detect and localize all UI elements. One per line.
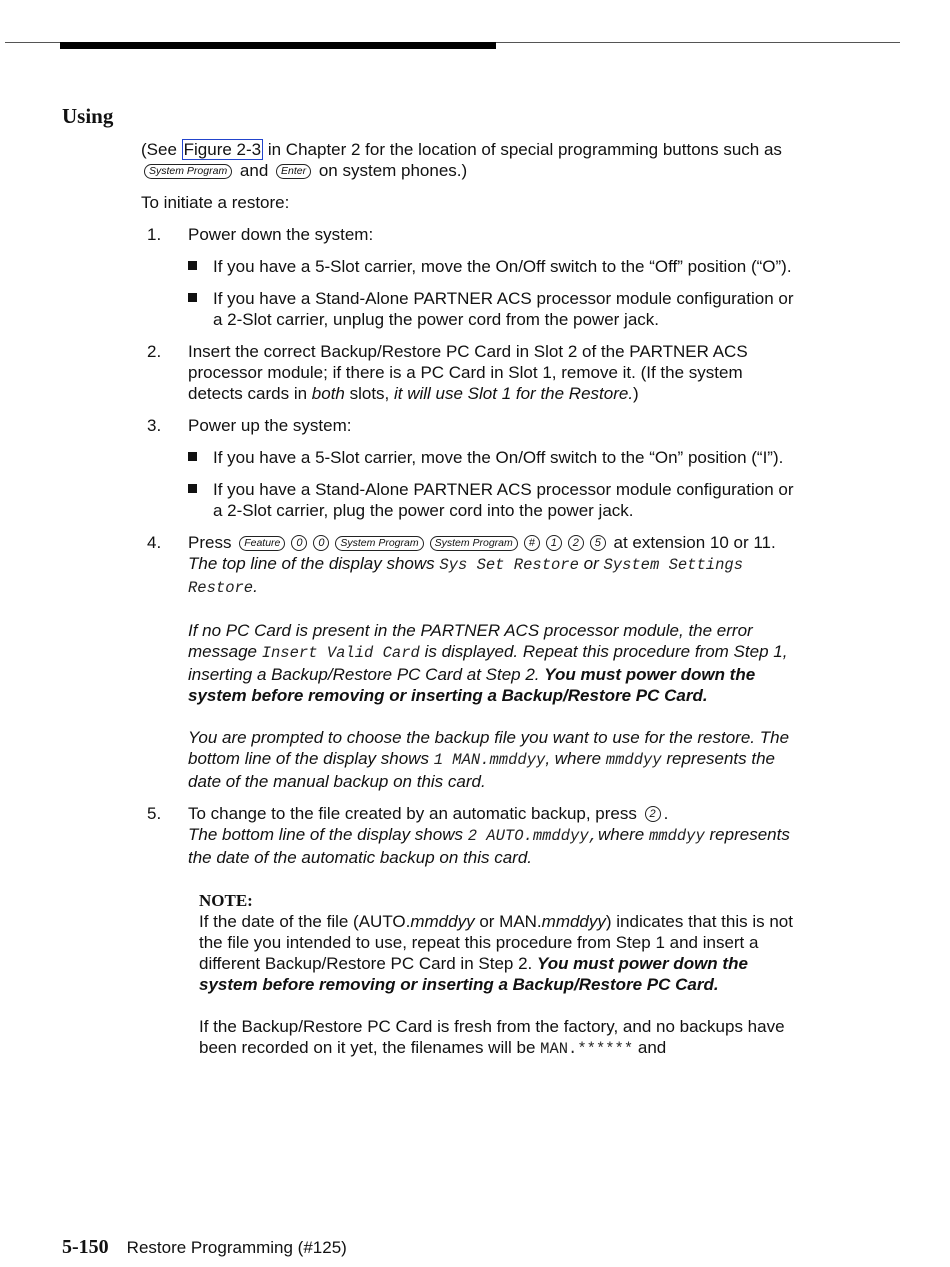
step-number: 2. xyxy=(147,342,162,361)
bullet-square-icon xyxy=(188,452,197,461)
figure-link[interactable]: Figure 2-3 xyxy=(183,140,262,159)
bullet-square-icon xyxy=(188,293,197,302)
step-number: 1. xyxy=(147,225,162,244)
bullet-item: If you have a Stand-Alone PARTNER ACS processor module configuration or a 2-Slot carrier, plug the power cord into the power jack. xyxy=(188,479,801,521)
step-3: 3. Power up the system: If you have a 5-Slot carrier, move the On/Off switch to the “On” position (“I”). If you have a Stand-Alone PARTNER ACS processor module configuration or a 2-Slot carrier, plug the power cord into the power jack. xyxy=(141,415,801,521)
note-heading: NOTE: xyxy=(199,891,253,910)
two-key: 2 xyxy=(568,535,584,551)
system-program-key: System Program xyxy=(430,536,518,551)
step-2: 2. Insert the correct Backup/Restore PC Card in Slot 2 of the PARTNER ACS processor module; if there is a PC Card in Slot 1, remove it. (If the system detects cards in both slots, it will use Slot 1 for the Restore.) xyxy=(147,342,748,403)
section-title: Using xyxy=(62,104,114,128)
step-number: 5. xyxy=(147,804,162,823)
bullet-item: If you have a Stand-Alone PARTNER ACS processor module configuration or a 2-Slot carrier, unplug the power cord from the power jack. xyxy=(188,288,801,330)
lead-text: To initiate a restore: xyxy=(141,193,290,212)
note-block: NOTE: If the date of the file (AUTO.mmddyy or MAN.mmddyy) indicates that this is not the file you intended to use, repeat this procedure from Step 1 and insert a different Backup/Restore PC Card in Step 2. You must power down the system before removing or inserting a Backup/Restore PC Card. If the Backup/Restore PC Card is fresh from the factory, and no backups have been recorded on it yet, the filenames will be MAN.****** and xyxy=(199,890,801,1060)
two-key: 2 xyxy=(645,806,661,822)
system-program-key: System Program xyxy=(335,536,423,551)
bullet-square-icon xyxy=(188,484,197,493)
hash-key: # xyxy=(524,535,540,551)
header-bar xyxy=(60,42,496,49)
feature-key: Feature xyxy=(239,536,285,551)
page-content xyxy=(141,139,801,1060)
step-5: 5. To change to the file created by an automatic backup, press 2 . The bottom line of the display shows 2 AUTO.mmddyy,where mmddyy represents the date of the automatic backup on this card. xyxy=(147,804,790,867)
page-footer xyxy=(62,1236,347,1259)
bullet-square-icon xyxy=(188,261,197,270)
zero-key: 0 xyxy=(313,535,329,551)
step-number: 3. xyxy=(147,416,162,435)
system-program-key: System Program xyxy=(144,164,232,179)
bullet-item: If you have a 5-Slot carrier, move the On/Off switch to the “Off” position (“O”). xyxy=(188,256,801,277)
step-1: 1. Power down the system: If you have a 5-Slot carrier, move the On/Off switch to the “Off” position (“O”). If you have a Stand-Alone PARTNER ACS processor module configuration or a 2-Slot carrier, unplug the power cord from the power jack. xyxy=(141,224,801,330)
step-number: 4. xyxy=(147,533,162,552)
page-number: 5-150 xyxy=(62,1236,109,1258)
intro-paragraph: (See Figure 2-3 in Chapter 2 for the location of special programming buttons such as System Program and Enter on system phones.) xyxy=(141,140,782,180)
one-key: 1 xyxy=(546,535,562,551)
footer-title: Restore Programming (#125) xyxy=(126,1238,347,1257)
five-key: 5 xyxy=(590,535,606,551)
zero-key: 0 xyxy=(291,535,307,551)
step-4: 4. Press Feature 0 0 System Program System Program # 1 2 5 at extension 10 or 11. The top line of the display shows Sys Set Restore or System Settings Restore. If no PC Card is present in the PARTNER ACS processor module, the error message Insert Valid Card is displayed. Repeat this procedure from Step 1, inserting a Backup/Restore PC Card at Step 2. You must power down the system before removing or inserting a Backup/Restore PC Card. You are prompted to choose the backup file you want to use for the restore. The bottom line of the display shows 1 MAN.mmddyy, where mmddyy represents the date of the manual backup on this card. xyxy=(147,533,790,791)
bullet-item: If you have a 5-Slot carrier, move the On/Off switch to the “On” position (“I”). xyxy=(188,447,801,468)
enter-key: Enter xyxy=(276,164,311,179)
